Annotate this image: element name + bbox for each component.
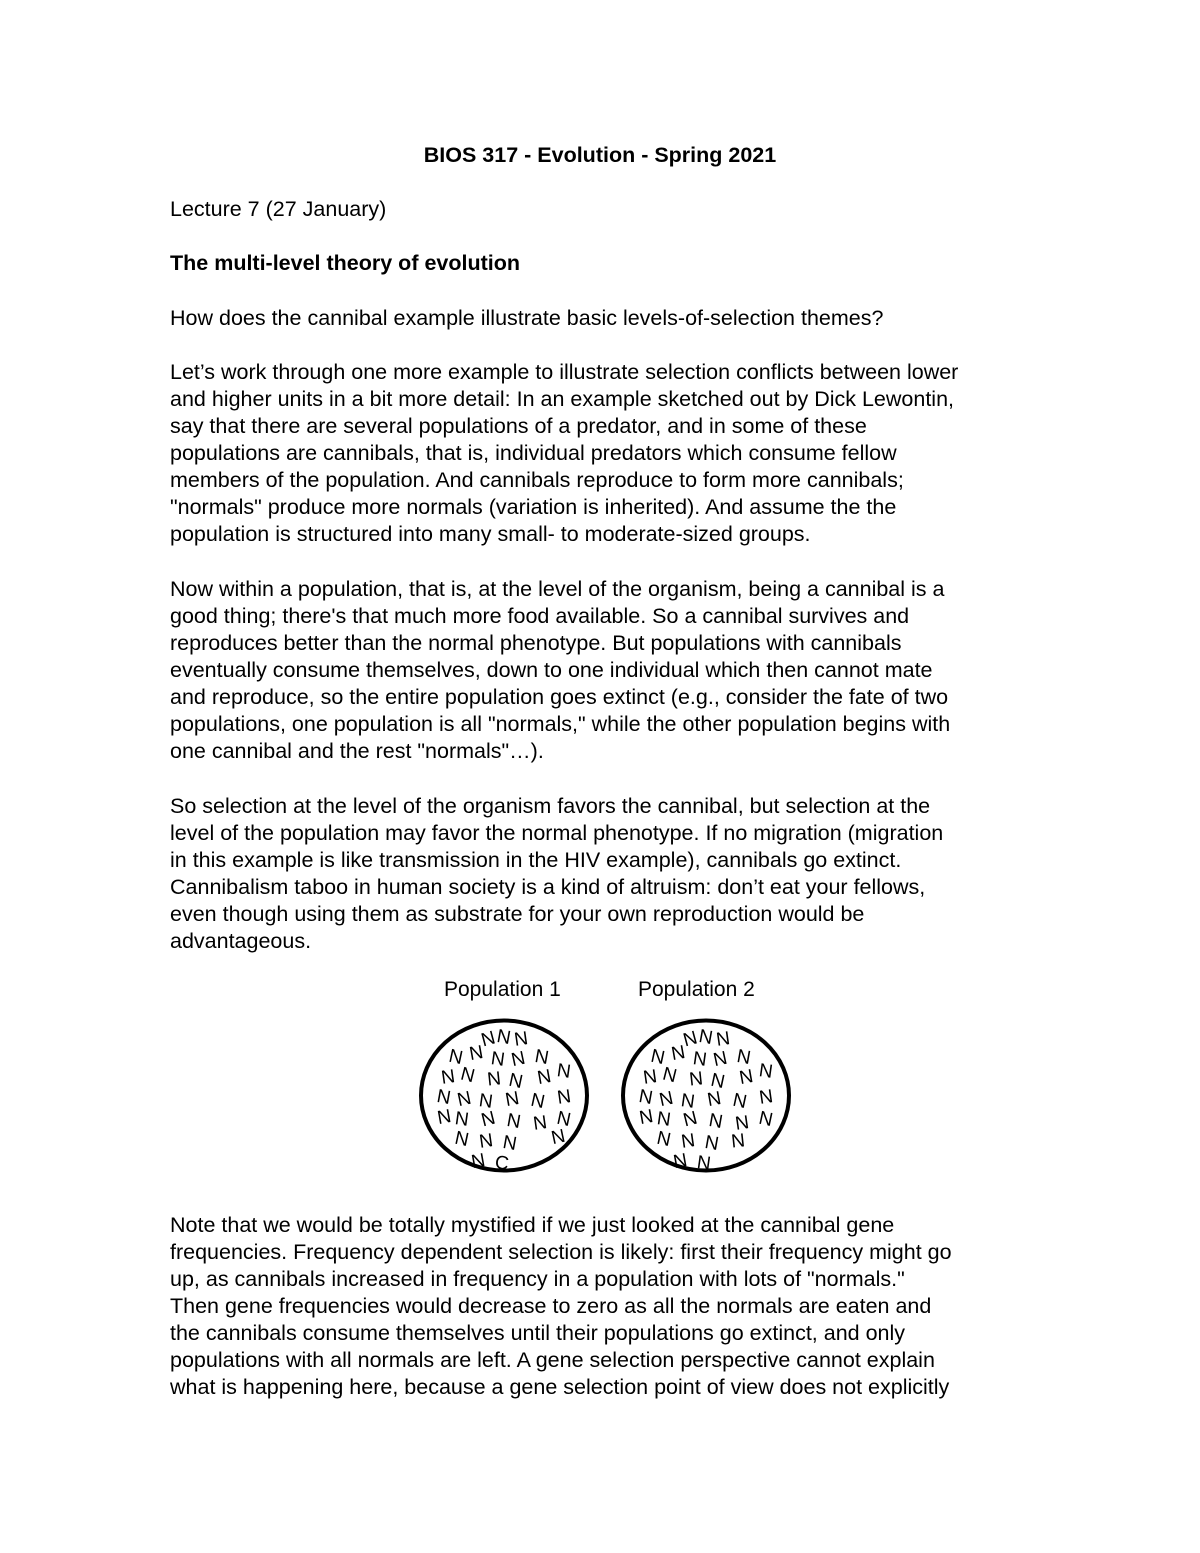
population-2-normal-letter: N: [695, 1152, 713, 1175]
text-line: up, as cannibals increased in frequency in a population with lots of "normals.": [170, 1267, 905, 1291]
text-line: So selection at the level of the organism favors the cannibal, but selection at the: [170, 794, 931, 818]
text-line: "normals" produce more normals (variation is inherited). And assume the the: [170, 495, 897, 519]
population-2-normal-letter: N: [660, 1063, 679, 1088]
population-1-normal-letter: N: [512, 1028, 530, 1051]
population-1-normal-letter: N: [452, 1127, 471, 1152]
population-1-normal-letter: N: [446, 1045, 465, 1070]
text-line: Now within a population, that is, at the level of the organism, being a cannibal is a: [170, 577, 945, 601]
population-1-normal-letter: N: [479, 1027, 498, 1052]
text-line: Note that we would be totally mystified if we just looked at the cannibal gene: [170, 1213, 895, 1237]
text-line: level of the population may favor the normal phenotype. If no migration (migration: [170, 821, 944, 845]
text-line: Let’s work through one more example to illustrate selection conflicts between lower: [170, 360, 959, 384]
text-line: eventually consume themselves, down to one individual which then cannot mate: [170, 658, 933, 682]
population-1-normal-letter: N: [486, 1068, 503, 1091]
population-2-normal-letter: N: [657, 1087, 676, 1112]
text-line: Cannibalism taboo in human society is a kind of altruism: don’t eat your fellows,: [170, 875, 926, 899]
population-1-normal-letter: N: [455, 1087, 474, 1112]
population-2-normal-letter: N: [637, 1105, 655, 1130]
population-1-normal-letter: N: [555, 1060, 573, 1083]
population-2-normal-letter: N: [737, 1065, 755, 1090]
population-1-normal-letter: N: [503, 1087, 521, 1112]
text-line: reproduces better than the normal phenotype. But populations with cannibals: [170, 631, 902, 655]
population-2-normal-letter: N: [703, 1131, 721, 1156]
population-1-normal-letter: N: [479, 1107, 498, 1132]
population-2-normal-letter: N: [691, 1048, 709, 1071]
population-2-normal-letter: N: [756, 1107, 775, 1132]
population-1-normal-letter: N: [549, 1125, 568, 1150]
text-line: population is structured into many small- to moderate-sized groups.: [170, 522, 811, 546]
text-line: populations with all normals are left. A gene selection perspective cannot explain: [170, 1348, 935, 1372]
population-1-label: Population 1: [444, 978, 561, 1001]
text-line: say that there are several populations of a predator, and in some of these: [170, 414, 867, 438]
population-2-normal-letter: N: [705, 1087, 723, 1112]
population-2-normal-letter: N: [697, 1025, 715, 1050]
text-line: and higher units in a bit more detail: In an example sketched out by Dick Lewontin,: [170, 387, 955, 411]
text-line: good thing; there's that much more food available. So a cannibal survives and: [170, 604, 910, 628]
population-1-normal-letter: N: [506, 1069, 525, 1094]
text-line: what is happening here, because a gene selection point of view does not explicitly: [170, 1375, 950, 1399]
population-1-normal-letter: N: [489, 1048, 507, 1071]
population-1-normal-letter: N: [495, 1025, 513, 1050]
text-line: frequencies. Frequency dependent selection is likely: first their frequency might go: [170, 1240, 952, 1264]
population-2-normal-letter: N: [707, 1109, 725, 1134]
population-2-normal-letter: N: [654, 1127, 673, 1152]
text-line: populations, one population is all "normals," while the other population begins with: [170, 712, 951, 736]
text-line: Then gene frequencies would decrease to zero as all the normals are eaten and: [170, 1294, 932, 1318]
population-1-normal-letter: N: [477, 1090, 495, 1113]
text-line: advantageous.: [170, 929, 312, 953]
population-2-normal-letter: N: [655, 1108, 673, 1131]
population-1-normal-letter: N: [477, 1130, 495, 1153]
text-line: in this example is like transmission in the HIV example), cannibals go extinct.: [170, 848, 902, 872]
document-title: BIOS 317 - Evolution - Spring 2021: [423, 143, 777, 167]
population-1-normal-letter: N: [509, 1047, 528, 1072]
population-2-circle: [620, 1018, 792, 1173]
population-2-normal-letter: N: [757, 1060, 775, 1083]
population-1-normal-letter: N: [439, 1066, 457, 1089]
population-2-normal-letter: N: [669, 1041, 687, 1066]
population-1-normal-letter: N: [435, 1105, 453, 1130]
population-1-cannibal-letter: C: [493, 1152, 511, 1175]
population-2-normal-letter: N: [711, 1047, 730, 1072]
population-2-normal-letter: N: [735, 1045, 753, 1070]
population-2-normal-letter: N: [730, 1130, 747, 1153]
population-1-normal-letter: N: [458, 1063, 477, 1088]
population-2-normal-letter: N: [641, 1066, 659, 1089]
text-line: populations are cannibals, that is, individual predators which consume fellow: [170, 441, 897, 465]
population-1-normal-letter: N: [469, 1149, 487, 1174]
population-1-normal-letter: N: [531, 1112, 549, 1135]
population-1-normal-letter: N: [528, 1089, 547, 1114]
text-line: and reproduce, so the entire population goes extinct (e.g., consider the fate of two: [170, 685, 949, 709]
population-1-normal-letter: N: [554, 1107, 573, 1132]
population-2-normal-letter: N: [671, 1149, 689, 1174]
population-2-normal-letter: N: [681, 1027, 700, 1052]
population-2-normal-letter: N: [688, 1068, 705, 1091]
population-1-normal-letter: N: [533, 1045, 551, 1070]
population-1-normal-letter: N: [435, 1085, 453, 1110]
population-2-normal-letter: N: [679, 1090, 697, 1113]
population-2-normal-letter: N: [637, 1085, 655, 1110]
population-1-normal-letter: N: [467, 1041, 485, 1066]
population-1-normal-letter: N: [505, 1109, 523, 1134]
population-2-normal-letter: N: [714, 1028, 732, 1051]
population-2-normal-letter: N: [733, 1112, 751, 1135]
text-line: one cannibal and the rest "normals"…).: [170, 739, 544, 763]
text-line: the cannibals consume themselves until their populations go extinct, and only: [170, 1321, 906, 1345]
population-1-normal-letter: N: [501, 1131, 519, 1156]
population-1-normal-letter: N: [555, 1086, 573, 1109]
population-1-circle: [418, 1018, 590, 1173]
text-line: members of the population. And cannibals reproduce to form more cannibals;: [170, 468, 904, 492]
population-1-normal-letter: N: [535, 1065, 553, 1090]
population-2-normal-letter: N: [681, 1107, 700, 1132]
population-2-normal-letter: N: [730, 1089, 749, 1114]
population-2-label: Population 2: [638, 978, 755, 1001]
question-line: How does the cannibal example illustrate basic levels-of-selection themes?: [170, 306, 884, 330]
population-2-normal-letter: N: [679, 1130, 697, 1153]
population-2-normal-letter: N: [708, 1069, 727, 1094]
population-2-normal-letter: N: [757, 1086, 775, 1109]
population-2-normal-letter: N: [648, 1045, 667, 1070]
section-heading: The multi-level theory of evolution: [170, 251, 521, 275]
text-line: even though using them as substrate for your own reproduction would be: [170, 902, 865, 926]
population-1-normal-letter: N: [453, 1108, 471, 1131]
lecture-line: Lecture 7 (27 January): [170, 197, 387, 221]
